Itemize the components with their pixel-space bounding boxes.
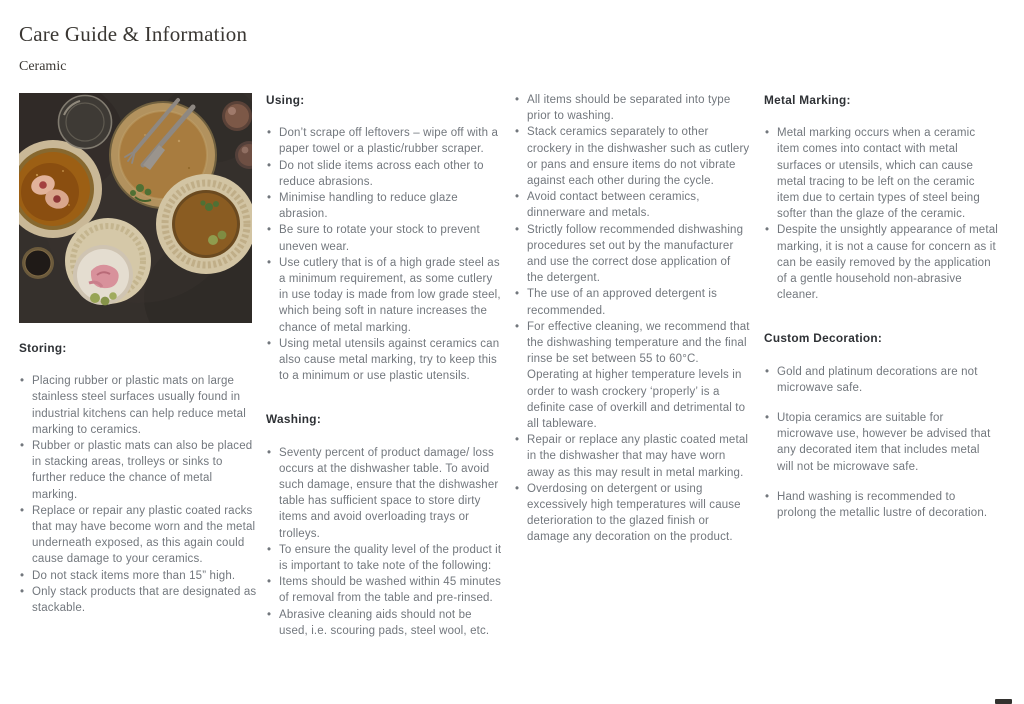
washing-list-part1: [266, 445, 502, 639]
list-item: • Gold and platinum decorations are not microwave safe.: [764, 364, 998, 396]
list-item: • Be sure to rotate your stock to prevent uneven wear.: [266, 222, 502, 254]
list-item: • Stack ceramics separately to other crockery in the dishwasher such as cutlery or pans and ensure items do not vibrate against each other during the cycle.: [514, 124, 750, 189]
list-item: • Strictly follow recommended dishwashing procedures set out by the manufacturer and use the correct dose application of the detergent.: [514, 222, 750, 287]
list-item: • Rubber or plastic mats can also be placed in stacking areas, trolleys or sinks to further reduce the chance of metal marking.: [19, 438, 257, 503]
list-item: • For effective cleaning, we recommend that the dishwashing temperature and the final rinse be set between 55 to 60°C. Operating at higher temperature levels in order to wash crockery ‘properly’ is a definite case of overkill and detrimental to all tableware.: [514, 319, 750, 432]
using-list: [266, 125, 502, 384]
page-title: Care Guide & Information: [19, 22, 248, 46]
ceramic-tableware-photo: [19, 93, 252, 323]
using-heading: Using:: [266, 93, 305, 107]
metal-marking-list: [764, 125, 998, 303]
list-item: • The use of an approved detergent is recommended.: [514, 286, 750, 318]
section-washing-continued: [514, 92, 750, 546]
washing-heading: Washing:: [266, 412, 322, 427]
list-item: • Minimise handling to reduce glaze abrasion.: [266, 190, 502, 222]
list-item: • Seventy percent of product damage/ loss occurs at the dishwasher table. To avoid such damage, ensure that the dishwasher table has sufficient space to store dirty items and avoid overloading trays or trolleys.: [266, 445, 502, 542]
section-metal-marking-decoration: [764, 92, 998, 521]
page-subtitle: Ceramic: [19, 59, 67, 74]
list-item: • Do not stack items more than 15” high.: [19, 568, 257, 584]
custom-decoration-heading: Custom Decoration:: [764, 331, 883, 346]
section-using-washing: [266, 92, 502, 639]
list-item: • Replace or repair any plastic coated racks that may have become worn and the metal underneath exposed, as this again could cause damage to your ceramics.: [19, 503, 257, 568]
page-corner-mark: [995, 699, 1012, 704]
list-item: • Abrasive cleaning aids should not be used, i.e. scouring pads, steel wool, etc.: [266, 607, 502, 639]
section-storing: [19, 340, 257, 616]
list-item: • Placing rubber or plastic mats on large stainless steel surfaces usually found in industrial kitchens can help reduce metal marking to ceramics.: [19, 373, 257, 438]
list-item: • Metal marking occurs when a ceramic item comes into contact with metal surfaces or utensils, which can cause metal tracing to be left on the ceramic item due to certain types of steel being softer than the glaze of the ceramic.: [764, 125, 998, 222]
list-item: • Avoid contact between ceramics, dinnerware and metals.: [514, 189, 750, 221]
custom-decoration-list: [764, 364, 998, 522]
list-item: • Hand washing is recommended to prolong the metallic lustre of decoration.: [764, 489, 998, 521]
list-item: • Only stack products that are designated as stackable.: [19, 584, 257, 616]
list-item: • Utopia ceramics are suitable for microwave use, however be advised that any decorated item that includes metal will not be microwave safe.: [764, 410, 998, 475]
list-item: • Despite the unsightly appearance of metal marking, it is not a cause for concern as it can be easily removed by the application of a gentle household non-abrasive cleaner.: [764, 222, 998, 303]
list-item: • Use cutlery that is of a high grade steel as a minimum requirement, as some cutlery in use today is made from low grade steel, which being soft in nature increases the chance of metal marking.: [266, 255, 502, 336]
list-item: • Repair or replace any plastic coated metal in the dishwasher that may have worn away as this may result in metal marking.: [514, 432, 750, 481]
storing-heading: Storing:: [19, 341, 67, 355]
list-item: • Don’t scrape off leftovers – wipe off with a paper towel or a plastic/rubber scraper.: [266, 125, 502, 157]
metal-marking-heading: Metal Marking:: [764, 93, 851, 107]
tableware-photo-graphic: [19, 93, 252, 323]
list-item: • All items should be separated into type prior to washing.: [514, 92, 750, 124]
storing-list: [19, 373, 257, 616]
list-item: • Do not slide items across each other to reduce abrasions.: [266, 158, 502, 190]
list-item: • Using metal utensils against ceramics can also cause metal marking, try to keep this to a minimum or use plastic utensils.: [266, 336, 502, 385]
list-item: • Overdosing on detergent or using excessively high temperatures will cause deterioration to the glazed finish or damage any decoration on the product.: [514, 481, 750, 546]
list-item: • To ensure the quality level of the product it is important to take note of the following:: [266, 542, 502, 574]
washing-list-part2: [514, 92, 750, 546]
list-item: • Items should be washed within 45 minutes of removal from the table and pre-rinsed.: [266, 574, 502, 606]
